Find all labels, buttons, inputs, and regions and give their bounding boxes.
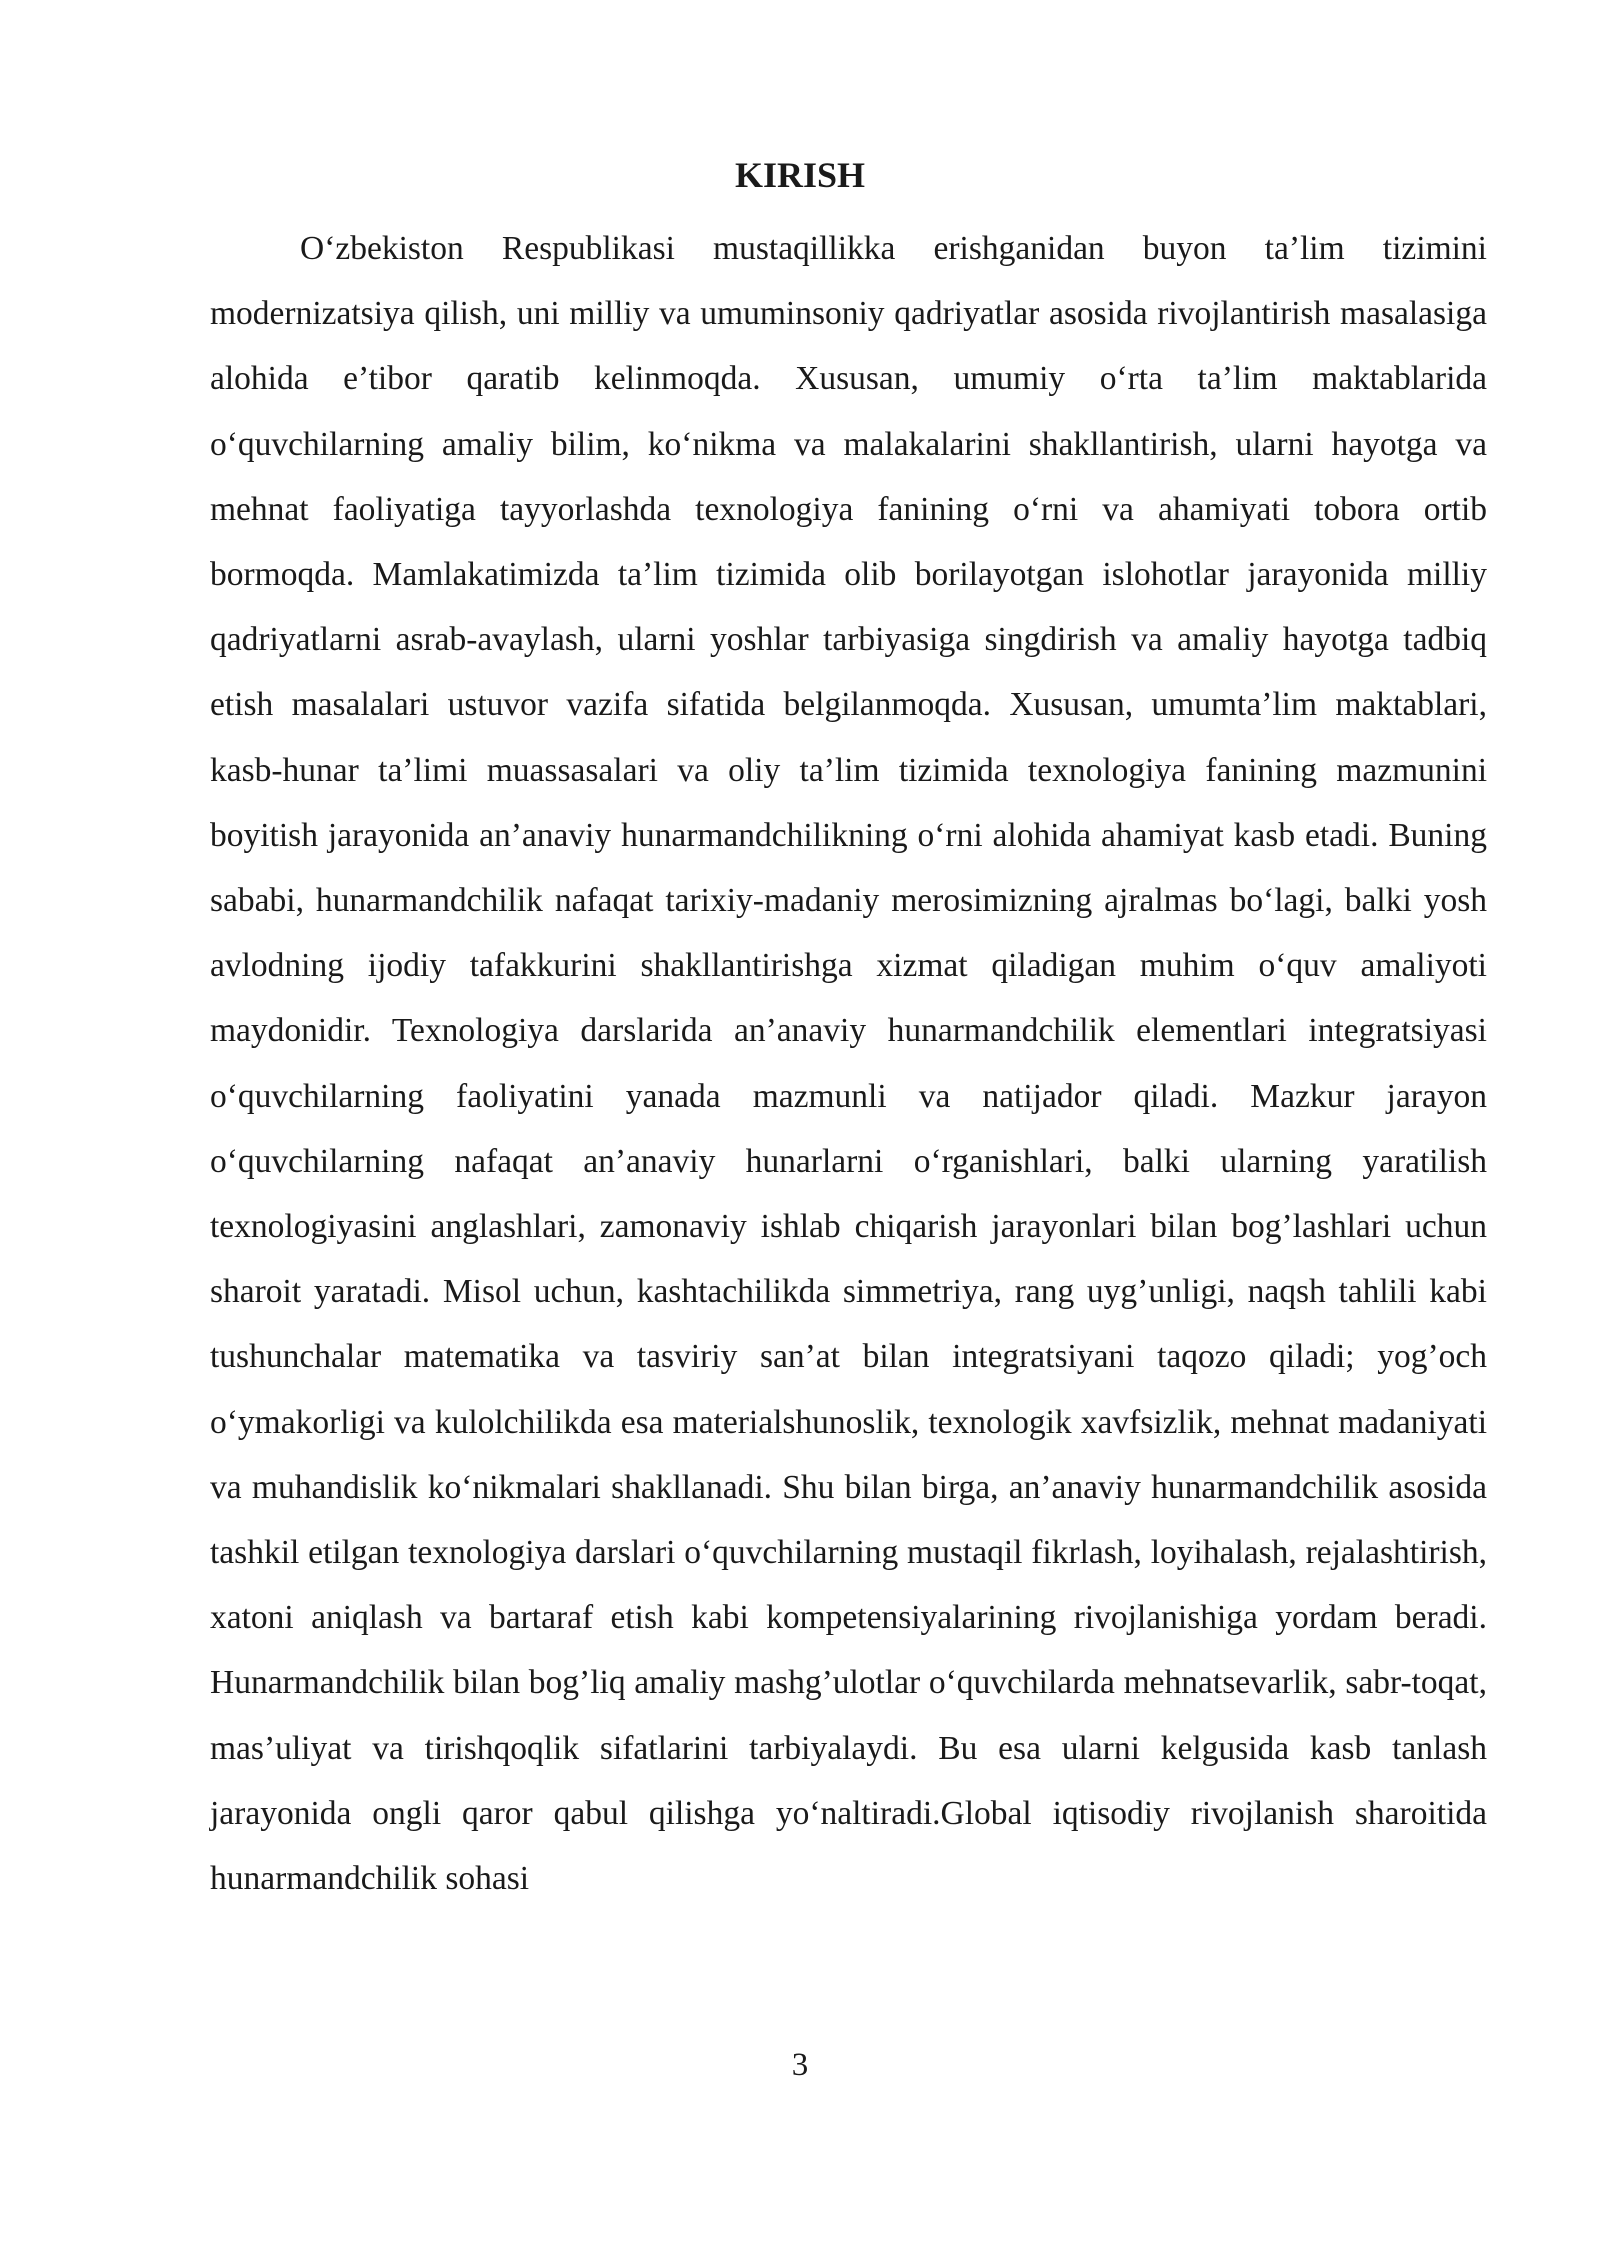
body-paragraph: O‘zbekiston Respublikasi mustaqillikka erishganidan buyon ta’lim tizimini modernizatsiya qilish, uni milliy va umuminsoniy qadriyatlar asosida rivojlantirish masalasiga alohida e’tibor qaratib kelinmoqda. Xususan, umumiy o‘rta ta’lim maktablarida o‘quvchilarning amaliy bilim, ko‘nikma va malakalarini shakllantirish, ularni hayotga va mehnat faoliyatiga tayyorlashda texnologiya fanining o‘rni va ahamiyati tobora ortib bormoqda. Mamlakatimizda ta’lim tizimida olib borilayotgan islohotlar jarayonida milliy qadriyatlarni asrab-avaylash, ularni yoshlar tarbiyasiga singdirish va amaliy hayotga tadbiq etish masalalari ustuvor vazifa sifatida belgilanmoqda. Xususan, umumta’lim maktablari, kasb-hunar ta’limi muassasalari va oliy ta’lim tizimida texnologiya fanining mazmunini boyitish jarayonida an’anaviy hunarmandchilikning o‘rni alohida ahamiyat kasb etadi. Buning sababi, hunarmandchilik nafaqat tarixiy-madaniy merosimizning ajralmas bo‘lagi, balki yosh avlodning ijodiy tafakkurini shakllantirishga xizmat qiladigan muhim o‘quv amaliyoti maydonidir. Texnologiya darslarida an’anaviy hunarmandchilik elementlari integratsiyasi o‘quvchilarning faoliyatini yanada mazmunli va natijador qiladi. Mazkur jarayon o‘quvchilarning nafaqat an’anaviy hunarlarni o‘rganishlari, balki ularning yaratilish texnologiyasini anglashlari, zamonaviy ishlab chiqarish jarayonlari bilan bog’lashlari uchun sharoit yaratadi. Misol uchun, kashtachilikda simmetriya, rang uyg’unligi, naqsh tahlili kabi tushunchalar matematika va tasviriy san’at bilan integratsiyani taqozo qiladi; yog’och o‘ymakorligi va kulolchilikda esa materialshunoslik, texnologik xavfsizlik, mehnat madaniyati va muhandislik ko‘nikmalari shakllanadi. Shu bilan birga, an’anaviy hunarmandchilik asosida tashkil etilgan texnologiya darslari o‘quvchilarning mustaqil fikrlash, loyihalash, rejalashtirish, xatoni aniqlash va bartaraf etish kabi kompetensiyalarining rivojlanishiga yordam beradi. Hunarmandchilik bilan bog’liq amaliy mashg’ulotlar o‘quvchilarda mehnatsevarlik, sabr-toqat, mas’uliyat va tirishqoqlik sifatlarini tarbiyalaydi. Bu esa ularni kelgusida kasb tanlash jarayonida ongli qaror qabul qilishga yo‘naltiradi.Global iqtisodiy rivojlanish sharoitida hunarmandchilik sohasi [210, 230, 1487, 1898]
page-number: 3 [791, 2047, 809, 2083]
section-heading: KIRISH [734, 155, 866, 195]
